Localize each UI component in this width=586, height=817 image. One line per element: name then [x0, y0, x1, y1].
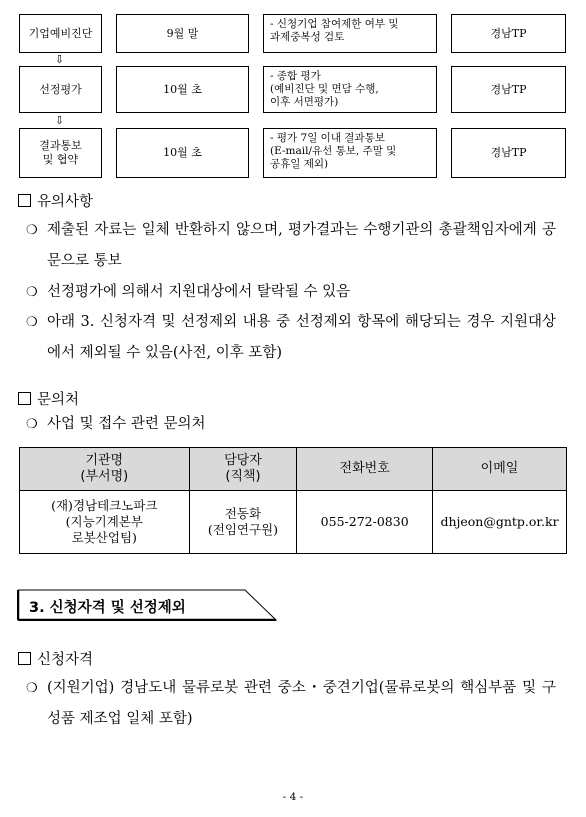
flow-org-box	[451, 14, 566, 53]
cell-phone: 055-272-0830	[297, 491, 433, 554]
flow-timing-label: 9월 말	[166, 26, 199, 40]
notes-item	[26, 277, 556, 308]
flow-org-label: 경남TP	[490, 146, 527, 159]
flow-stage-label: 선정평가	[39, 82, 82, 96]
bullet-icon: ❍	[26, 315, 38, 330]
down-arrow-icon: ⇩	[55, 53, 65, 66]
eligibility-heading	[18, 648, 93, 669]
notes-item	[26, 307, 556, 369]
flow-stage-box	[19, 128, 102, 178]
cell-email[interactable]: dhjeon@gntp.or.kr	[433, 491, 567, 554]
flow-timing-label: 10월 초	[163, 82, 202, 96]
eligibility-heading-text: 신청자격	[37, 652, 94, 668]
flow-timing-box	[116, 128, 249, 178]
contact-heading-text: 문의처	[37, 392, 80, 408]
flow-org-box	[451, 66, 566, 113]
flow-timing-box	[116, 66, 249, 113]
contact-item-text: 사업 및 접수 관련 문의처	[47, 416, 206, 432]
header-phone: 전화번호	[297, 448, 433, 491]
notes-heading-text: 유의사항	[37, 194, 94, 210]
flow-desc-box	[263, 128, 437, 178]
flow-desc-text: - 신청기업 참여제한 여부 및 과제중복성 검토	[270, 18, 399, 43]
flow-desc-box	[263, 14, 437, 53]
bullet-icon: ❍	[26, 417, 38, 432]
eligibility-item	[26, 673, 556, 735]
header-email: 이메일	[433, 448, 567, 491]
notes-item	[26, 215, 556, 277]
down-arrow-icon: ⇩	[55, 114, 65, 127]
checkbox-icon	[18, 194, 31, 207]
table-row	[20, 491, 567, 554]
bullet-icon: ❍	[26, 285, 38, 300]
flow-timing-label: 10월 초	[163, 146, 202, 159]
header-manager: 담당자 (직책)	[189, 448, 297, 491]
checkbox-icon	[18, 652, 31, 665]
notes-item-text: 선정평가에 의해서 지원대상에서 탈락될 수 있음	[47, 284, 351, 300]
bullet-icon: ❍	[26, 681, 38, 696]
bullet-icon: ❍	[26, 223, 38, 238]
page-number: - 4 -	[282, 791, 304, 803]
contact-item	[26, 409, 556, 440]
flow-stage-label: 결과통보 및 협약	[39, 139, 82, 166]
header-org: 기관명 (부서명)	[20, 448, 190, 491]
flow-stage-label: 기업예비진단	[28, 26, 93, 40]
notes-heading	[18, 190, 93, 211]
flow-stage-box	[19, 14, 102, 53]
notes-item-text: 아래 3. 신청자격 및 선정제외 내용 중 선정제외 항목에 해당되는 경우 지원대상에서 제외될 수 있음(사전, 이후 포함)	[47, 314, 556, 361]
flow-org-label: 경남TP	[490, 82, 527, 96]
chapter-title: 3. 신청자격 및 선정제외	[29, 600, 186, 616]
cell-manager: 전동화 (전임연구원)	[189, 491, 297, 554]
contact-heading	[18, 388, 79, 409]
eligibility-item-text: (지원기업) 경남도내 물류로봇 관련 중소・중견기업(물류로봇의 핵심부품 및 구성품 제조업 일체 포함)	[47, 680, 556, 727]
flow-stage-box	[19, 66, 102, 113]
flow-desc-text: - 종합 평가 (예비진단 및 면담 수행, 이후 서면평가)	[270, 70, 379, 108]
flow-desc-box	[263, 66, 437, 113]
contact-table	[19, 447, 567, 554]
checkbox-icon	[18, 392, 31, 405]
notes-item-text: 제출된 자료는 일체 반환하지 않으며, 평가결과는 수행기관의 총괄책임자에게 공문으로 통보	[47, 222, 556, 269]
flow-org-box	[451, 128, 566, 178]
flow-org-label: 경남TP	[490, 26, 527, 40]
flow-timing-box	[116, 14, 249, 53]
table-header-row	[20, 448, 567, 491]
cell-org: (재)경남테크노파크 (지능기계본부 로봇산업팀)	[20, 491, 190, 554]
flow-desc-text: - 평가 7일 이내 결과통보 (E-mail/유선 통보, 주말 및 공휴일 제외)	[270, 132, 397, 170]
